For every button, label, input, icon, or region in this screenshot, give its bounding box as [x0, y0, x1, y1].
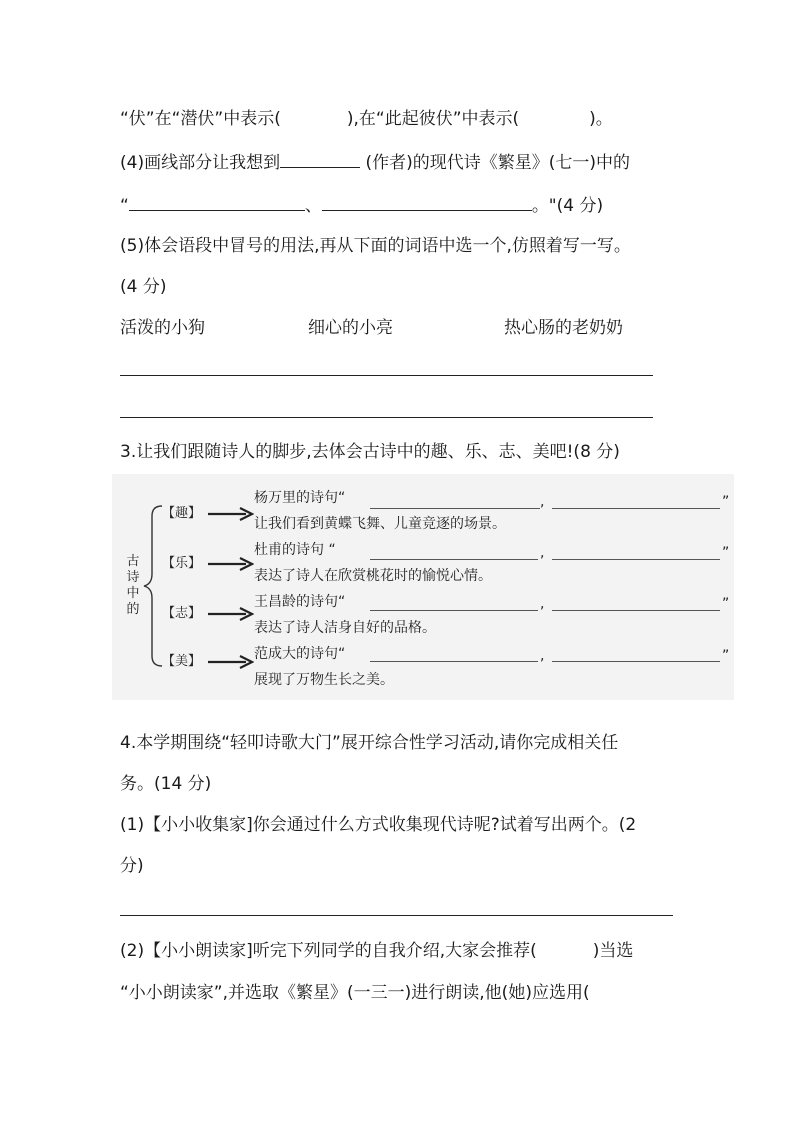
row1-blank-1[interactable] [370, 508, 540, 509]
author-blank[interactable] [280, 151, 360, 168]
q4-part2-text-a: (2)【小小朗读家]听完下列同学的自我介绍,大家会推荐( [120, 941, 537, 961]
poetry-diagram [112, 474, 734, 700]
option-3: 热心肠的老奶奶 [504, 318, 623, 338]
q4-title-line1: 4.本学期围绕“轻叩诗歌大门”展开综合性学习活动,请你完成相关任 [120, 733, 619, 753]
row3-end: ” [722, 596, 730, 612]
row4-blank-1[interactable] [370, 661, 538, 662]
answer-line-1[interactable] [120, 375, 653, 376]
option-1: 活泼的小狗 [120, 318, 205, 338]
row2-comma: , [540, 545, 545, 561]
fu-blank-1[interactable] [281, 108, 347, 124]
q-fu-meaning-line [120, 108, 613, 129]
tag-qu: 【趣】 [162, 506, 202, 521]
quote-sep: 、 [304, 196, 322, 216]
row2-end: ” [722, 545, 730, 561]
row3-line1: 王昌龄的诗句“ [254, 594, 346, 610]
row2-line1: 杜甫的诗句 “ [254, 542, 336, 558]
arrow-icon [208, 507, 254, 521]
row1-comma: , [540, 494, 545, 510]
row3-line2: 表达了诗人洁身自好的品格。 [254, 620, 436, 636]
q5-instruction: (5)体会语段中冒号的用法,再从下面的词语中选一个,仿照着写一写。 [120, 236, 631, 256]
row3-blank-1[interactable] [370, 610, 538, 611]
side-label: 古 诗 中 的 [126, 554, 140, 617]
row4-blank-2[interactable] [552, 661, 720, 662]
row4-line1: 范成大的诗句“ [254, 646, 346, 662]
row1-line1: 杨万里的诗句“ [254, 490, 346, 506]
row2-blank-2[interactable] [552, 559, 720, 560]
tag-le: 【乐】 [162, 556, 202, 571]
row4-comma: , [540, 648, 545, 664]
fu-text-a: “伏”在“潜伏”中表示( [120, 109, 281, 129]
quote-open: “ [120, 196, 129, 216]
tag-mei: 【美】 [162, 654, 202, 669]
q4-part1-answer-line[interactable] [120, 915, 673, 916]
row3-blank-2[interactable] [552, 610, 720, 611]
tag-zhi: 【志】 [162, 606, 202, 621]
q4-part2-text-b: )当选 [592, 941, 634, 961]
answer-line-2[interactable] [120, 417, 653, 418]
arrow-icon [208, 557, 254, 571]
fu-text-b: ),在“此起彼伏”中表示( [346, 109, 520, 129]
arrow-icon [208, 607, 254, 621]
fu-blank-2[interactable] [519, 108, 589, 124]
quote-close: 。"(4 分) [531, 196, 604, 216]
row1-line2: 让我们看到黄蝶飞舞、儿童竞逐的场景。 [254, 516, 506, 532]
row2-line2: 表达了诗人在欣赏桃花时的愉悦心情。 [254, 568, 492, 584]
recommend-blank[interactable] [537, 940, 593, 956]
q4-quote-line [120, 194, 603, 216]
brace-icon [142, 504, 166, 668]
row4-end: ” [722, 648, 730, 664]
row4-line2: 展现了万物生长之美。 [254, 672, 394, 688]
q4-part2-line1 [120, 940, 633, 961]
quote-blank-1[interactable] [129, 194, 305, 211]
q3-title: 3.让我们跟随诗人的脚步,去体会古诗中的趣、乐、志、美吧!(8 分) [120, 442, 620, 462]
row2-blank-1[interactable] [370, 559, 538, 560]
quote-blank-2[interactable] [322, 194, 532, 211]
fu-text-c: )。 [589, 109, 613, 129]
option-2: 细心的小亮 [308, 318, 393, 338]
q5-score: (4 分) [120, 277, 167, 297]
q4-part1-line2: 分) [120, 856, 144, 876]
q4-author-line [120, 151, 630, 173]
q4-title-line2: 务。(14 分) [120, 774, 212, 794]
row1-blank-2[interactable] [552, 508, 720, 509]
row1-end: ” [722, 494, 730, 510]
row3-comma: , [540, 596, 545, 612]
q4-text-b: (作者)的现代诗《繁星》(七一)中的 [365, 153, 631, 173]
q4-text-a: (4)画线部分让我想到 [120, 153, 281, 173]
q4-part2-line2: “小小朗读家”,并选取《繁星》(一三一)进行朗读,他(她)应选用( [120, 983, 590, 1003]
q4-part1-line1: (1)【小小收集家]你会通过什么方式收集现代诗呢?试着写出两个。(2 [120, 815, 637, 835]
arrow-icon [208, 655, 254, 669]
